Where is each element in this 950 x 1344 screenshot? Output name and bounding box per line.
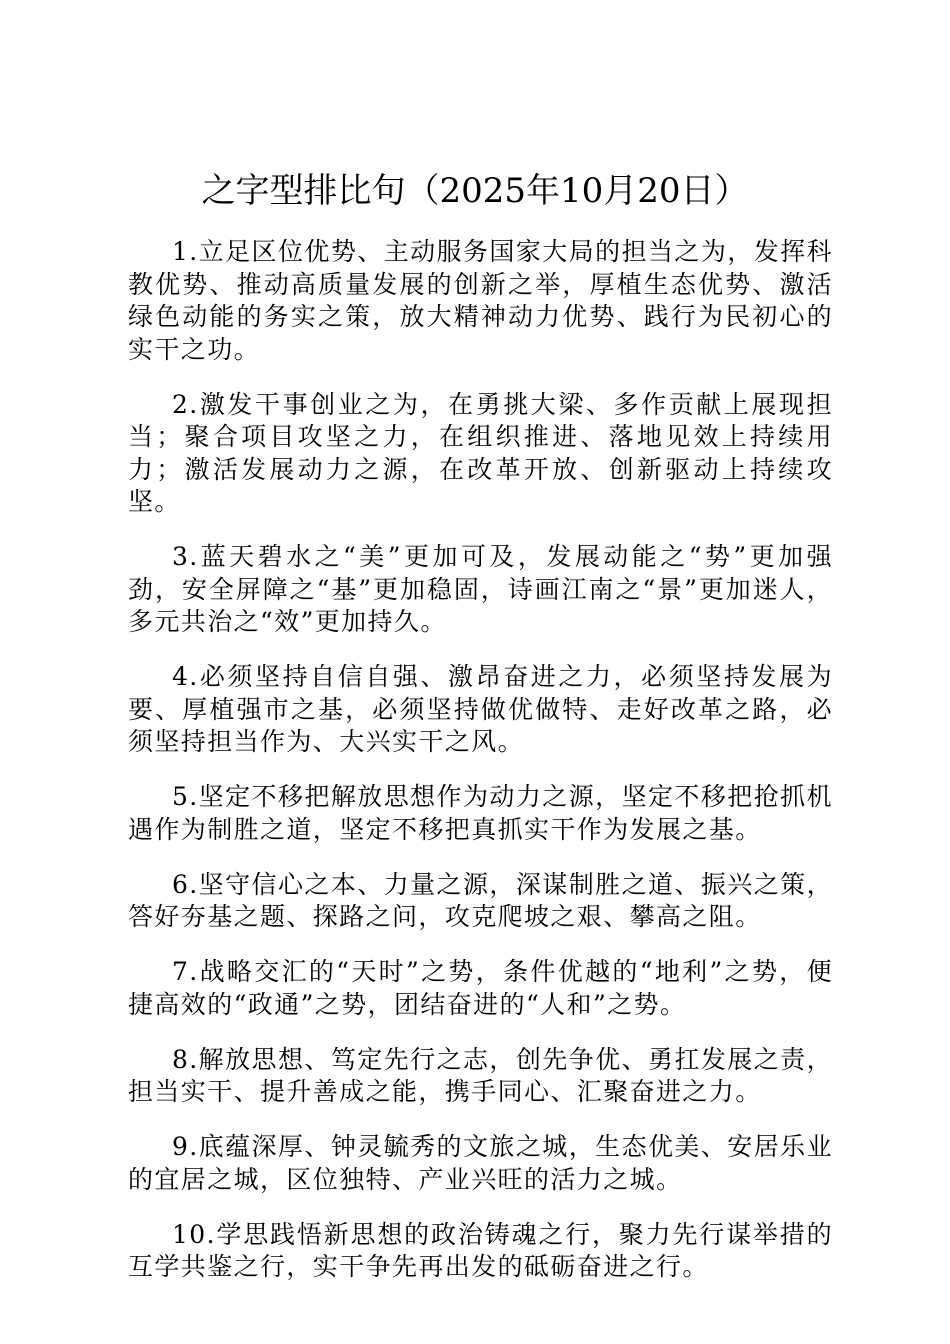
paragraph-6: 6.坚守信心之本、力量之源，深谋制胜之道、振兴之策，答好夯基之题、探路之问，攻克爬坡之艰、攀高之阻。: [128, 869, 833, 931]
paragraph-4: 4.必须坚持自信自强、激昂奋进之力，必须坚持发展为要、厚植强市之基，必须坚持做优做特、走好改革之路，必须坚持担当作为、大兴实干之风。: [128, 662, 833, 756]
document-body: [128, 236, 833, 1306]
document-title: 之字型排比句（2025年10月20日）: [201, 171, 749, 211]
paragraph-2: 2.激发干事创业之为，在勇挑大梁、多作贡献上展现担当；聚合项目攻坚之力，在组织推进、落地见效上持续用力；激活发展动力之源，在改革开放、创新驱动上持续攻坚。: [128, 389, 833, 516]
paragraph-7: 7.战略交汇的“天时”之势，条件优越的“地利”之势，便捷高效的“政通”之势，团结奋进的“人和”之势。: [128, 957, 833, 1019]
paragraph-8: 8.解放思想、笃定先行之志，创先争优、勇扛发展之责，担当实干、提升善成之能，携手同心、汇聚奋进之力。: [128, 1044, 833, 1106]
paragraph-9: 9.底蕴深厚、钟灵毓秀的文旅之城，生态优美、安居乐业的宜居之城，区位独特、产业兴旺的活力之城。: [128, 1132, 833, 1194]
paragraph-5: 5.坚定不移把解放思想作为动力之源，坚定不移把抢抓机遇作为制胜之道，坚定不移把真抓实干作为发展之基。: [128, 782, 833, 844]
paragraph-10: 10.学思践悟新思想的政治铸魂之行，聚力先行谋举措的互学共鉴之行，实干争先再出发的砥砺奋进之行。: [128, 1219, 833, 1281]
paragraph-1: 1.立足区位优势、主动服务国家大局的担当之为，发挥科教优势、推动高质量发展的创新之举，厚植生态优势、激活绿色动能的务实之策，放大精神动力优势、践行为民初心的实干之功。: [128, 237, 833, 364]
paragraph-3: 3.蓝天碧水之“美”更加可及，发展动能之“势”更加强劲，安全屏障之“基”更加稳固，诗画江南之“景”更加迷人，多元共治之“效”更加持久。: [128, 542, 833, 636]
